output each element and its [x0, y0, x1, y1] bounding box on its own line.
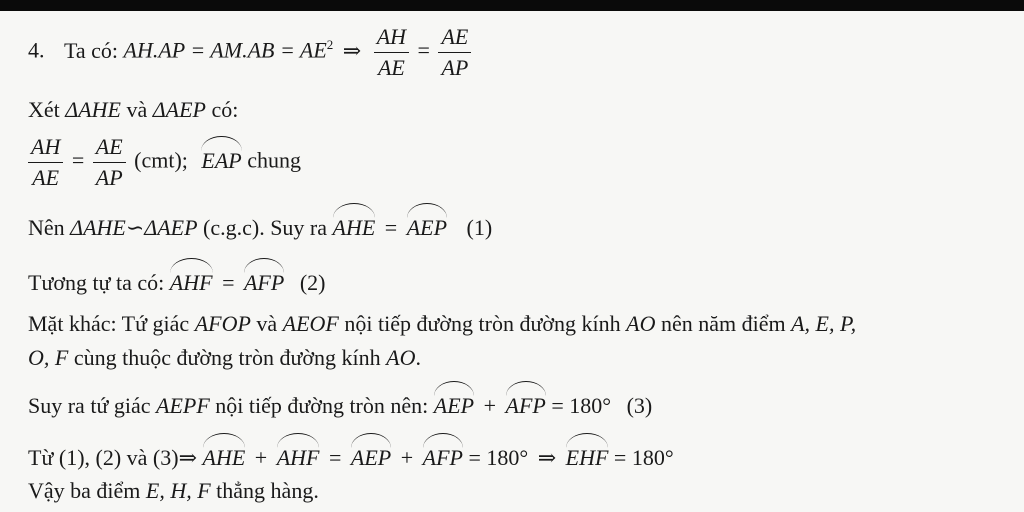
text: chung	[247, 147, 301, 173]
text: Suy ra tứ giác	[28, 393, 157, 418]
angle-aep: AEP	[351, 441, 391, 469]
angle-ahe: AHE	[333, 211, 376, 239]
line-6	[28, 313, 856, 335]
equals-sign: =	[222, 270, 235, 295]
text: (c.g.c). Suy ra	[197, 215, 333, 240]
equation: AH.AP = AM.AB = AE	[123, 37, 327, 63]
text: nội tiếp đường tròn đường kính	[338, 311, 627, 336]
text: Nên	[28, 215, 71, 240]
line-7	[28, 347, 421, 369]
text: thẳng hàng.	[210, 478, 319, 503]
line-8	[28, 389, 652, 417]
value: = 180°	[551, 393, 612, 418]
angle-eap: EAP	[201, 144, 241, 172]
points: O, F	[28, 345, 69, 370]
equals-sign: =	[417, 37, 430, 63]
fraction-ah-ae: $\frac{AH}{AE}$	[374, 26, 409, 79]
plus-sign: +	[400, 445, 414, 470]
implies-symbol: ⇒	[342, 37, 362, 63]
text: cùng thuộc đường tròn đường kính	[68, 345, 387, 370]
angle-ahf: AHF	[277, 441, 320, 469]
angle-ahe: AHE	[203, 441, 246, 469]
text: Mặt khác: Tứ giác	[28, 311, 195, 336]
label-1: (1)	[466, 215, 493, 240]
text: Vậy ba điểm	[28, 478, 146, 503]
text: có:	[205, 97, 239, 122]
quad-afop: AFOP	[194, 311, 251, 336]
top-dark-border	[0, 0, 1024, 11]
text: và	[250, 311, 283, 336]
cmt-note: (cmt);	[134, 147, 188, 173]
triangle-ahe: ΔAHE	[65, 97, 121, 122]
plus-sign: +	[483, 393, 497, 418]
text: Từ (1), (2) và (3)	[28, 445, 179, 470]
value: = 180°	[613, 445, 674, 470]
text: .	[415, 345, 421, 370]
angle-aep: AEP	[407, 211, 447, 239]
text: Tương tự ta có:	[28, 270, 170, 295]
label-2: (2)	[299, 270, 326, 295]
fraction-ae-ap: $\frac{AE}{AP}$	[93, 136, 126, 189]
angle-afp: AFP	[244, 266, 284, 294]
triangle-aep: ΔAEP	[144, 215, 198, 240]
text: nên năm điểm	[655, 311, 792, 336]
item-number: 4.	[28, 37, 45, 63]
line-9	[28, 441, 674, 469]
line-5	[28, 266, 325, 294]
angle-ahf: AHF	[170, 266, 213, 294]
label-3: (3)	[626, 393, 653, 418]
line-4	[28, 211, 492, 239]
fraction-ae-ap: $\frac{AE}{AP}$	[438, 26, 471, 79]
line-10	[28, 480, 319, 502]
angle-afp: AFP	[423, 441, 463, 469]
plus-sign: +	[254, 445, 268, 470]
angle-afp: AFP	[506, 389, 546, 417]
angle-aep: AEP	[434, 389, 474, 417]
fraction-ah-ae: $\frac{AH}{AE}$	[28, 136, 63, 189]
equals-sign: =	[384, 215, 398, 240]
points: E, H, F	[145, 478, 211, 503]
line-3	[28, 136, 301, 189]
line-2	[28, 99, 238, 121]
equals-sign: =	[71, 147, 85, 173]
implies-symbol: ⇒	[537, 445, 557, 470]
text: nội tiếp đường tròn nên:	[209, 393, 434, 418]
intro-text: Ta có:	[64, 37, 119, 63]
text: Xét	[28, 97, 66, 122]
equals-sign: =	[328, 445, 342, 470]
quad-aeof: AEOF	[282, 311, 339, 336]
segment-ao: AO	[626, 311, 656, 336]
text: và	[120, 97, 153, 122]
value: = 180°	[468, 445, 529, 470]
similar-symbol: ∽	[125, 215, 145, 240]
quad-aepf: AEPF	[156, 393, 210, 418]
triangle-ahe: ΔAHE	[70, 215, 126, 240]
implies-symbol: ⇒	[178, 445, 198, 470]
triangle-aep: ΔAEP	[152, 97, 206, 122]
points: A, E, P,	[791, 311, 857, 336]
line-1	[28, 26, 474, 79]
exponent: 2	[326, 36, 334, 52]
angle-ehf: EHF	[566, 441, 609, 469]
segment-ao: AO	[386, 345, 416, 370]
